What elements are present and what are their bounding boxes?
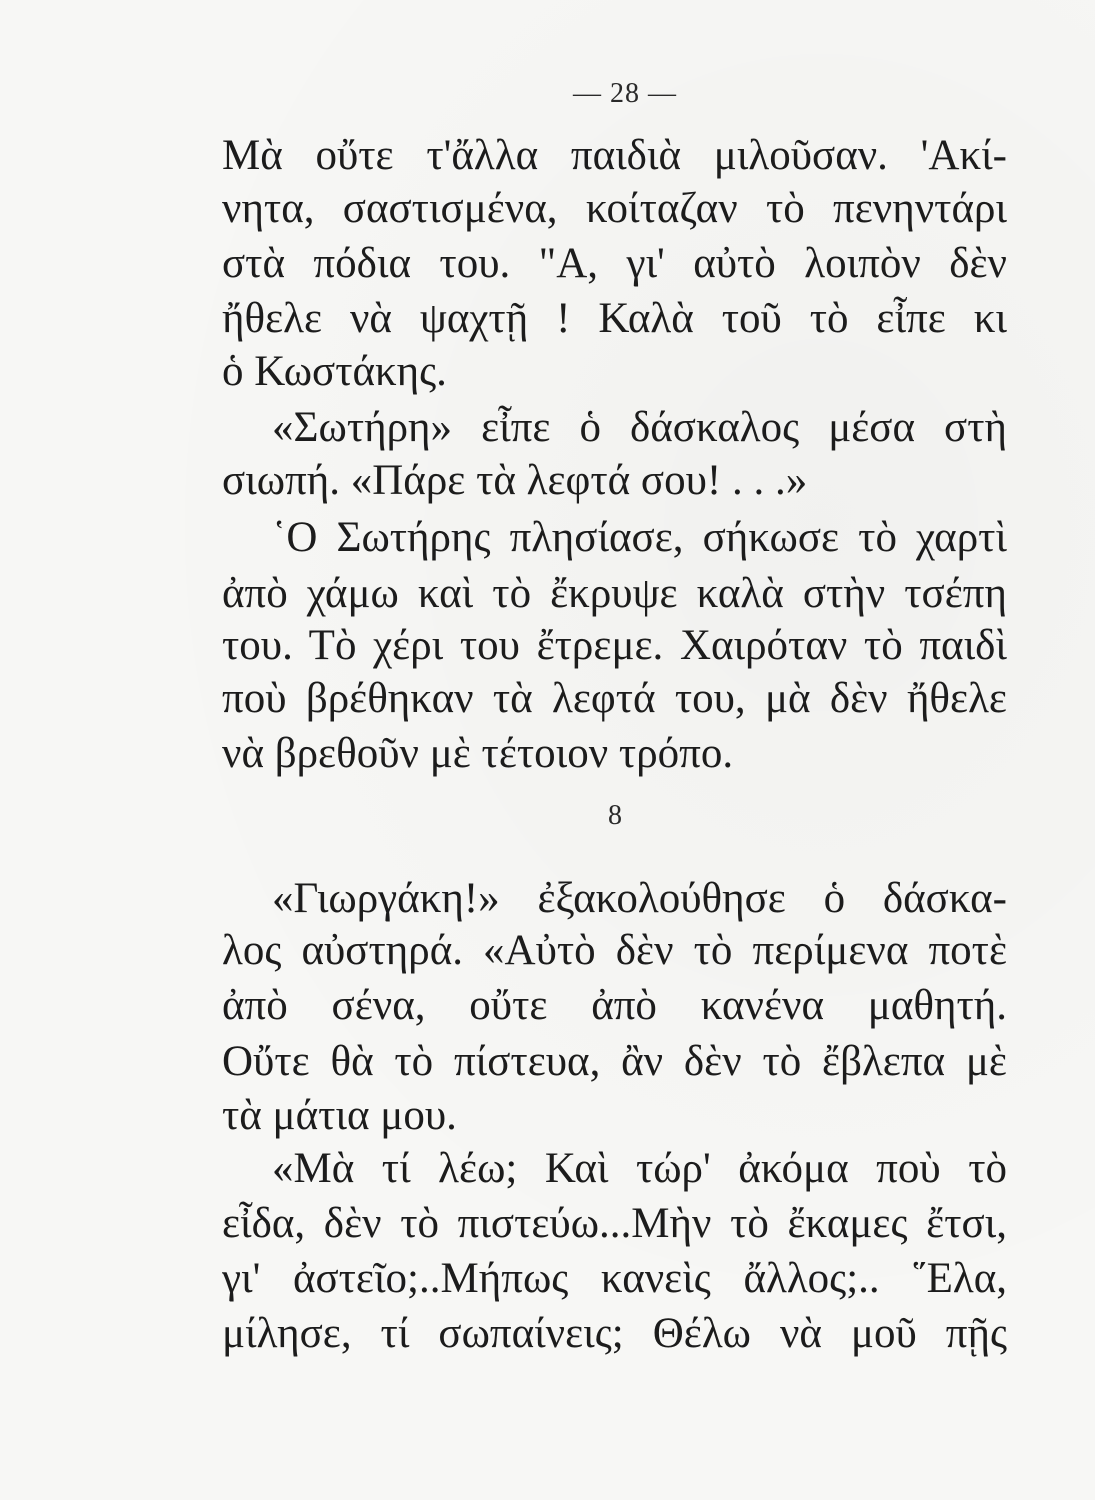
text-line-11: ποὺ βρέθηκαν τὰ λεφτά του, μὰ δὲν ἤθελε: [222, 675, 1007, 722]
text-line-15: ἀπὸ σένα, οὔτε ἀπὸ κανένα μαθητή.: [222, 982, 1007, 1029]
text-line-20: γι' ἀστεῖο;..Μήπως κανεὶς ἄλλος;.. ῞Ελα,: [222, 1255, 1007, 1302]
section-number: 8: [608, 800, 622, 831]
text-line-14: λος αὐστηρά. «Αὐτὸ δὲν τὸ περίμενα ποτὲ: [222, 927, 1007, 974]
text-line-9: ἀπὸ χάμω καὶ τὸ ἔκρυψε καλὰ στὴν τσέπη: [222, 570, 1007, 617]
text-line-19: εἶδα, δὲν τὸ πιστεύω...Μὴν τὸ ἔκαμες ἔτσι,: [222, 1200, 1007, 1247]
text-line-21: μίλησε, τί σωπαίνεις; Θέλω νὰ μοῦ πῇς: [222, 1310, 1007, 1357]
text-line-6: «Σωτήρη» εἶπε ὁ δάσκαλος μέσα στὴ: [272, 404, 1007, 451]
text-line-3: στὰ πόδια του. "Α, γι' αὐτὸ λοιπὸν δὲν: [222, 240, 1007, 287]
text-line-5: ὁ Κωστάκης.: [222, 348, 447, 395]
text-line-8: ῾Ο Σωτήρης πλησίασε, σήκωσε τὸ χαρτὶ: [272, 514, 1007, 561]
text-line-2: νητα, σαστισμένα, κοίταζαν τὸ πενηντάρι: [222, 185, 1007, 232]
text-line-7: σιωπή. «Πάρε τὰ λεφτά σου! . . .»: [222, 457, 808, 504]
page-number: — 28 —: [573, 78, 677, 109]
text-line-13: «Γιωργάκη!» ἐξακολούθησε ὁ δάσκα-: [272, 875, 1007, 922]
text-line-10: του. Τὸ χέρι του ἔτρεμε. Χαιρόταν τὸ παιδὶ: [222, 622, 1007, 669]
text-line-1: Μὰ οὔτε τ'ἄλλα παιδιὰ μιλοῦσαν. 'Ακί-: [222, 132, 1007, 179]
text-line-18: «Μὰ τί λέω; Καὶ τώρ' ἀκόμα ποὺ τὸ: [272, 1145, 1007, 1192]
text-line-4: ἤθελε νὰ ψαχτῇ ! Καλὰ τοῦ τὸ εἶπε κι: [222, 295, 1007, 342]
text-line-12: νὰ βρεθοῦν μὲ τέτοιον τρόπο.: [222, 730, 734, 777]
text-line-17: τὰ μάτια μου.: [222, 1092, 457, 1139]
text-line-16: Οὔτε θὰ τὸ πίστευα, ἂν δὲν τὸ ἔβλεπα μὲ: [222, 1038, 1007, 1085]
